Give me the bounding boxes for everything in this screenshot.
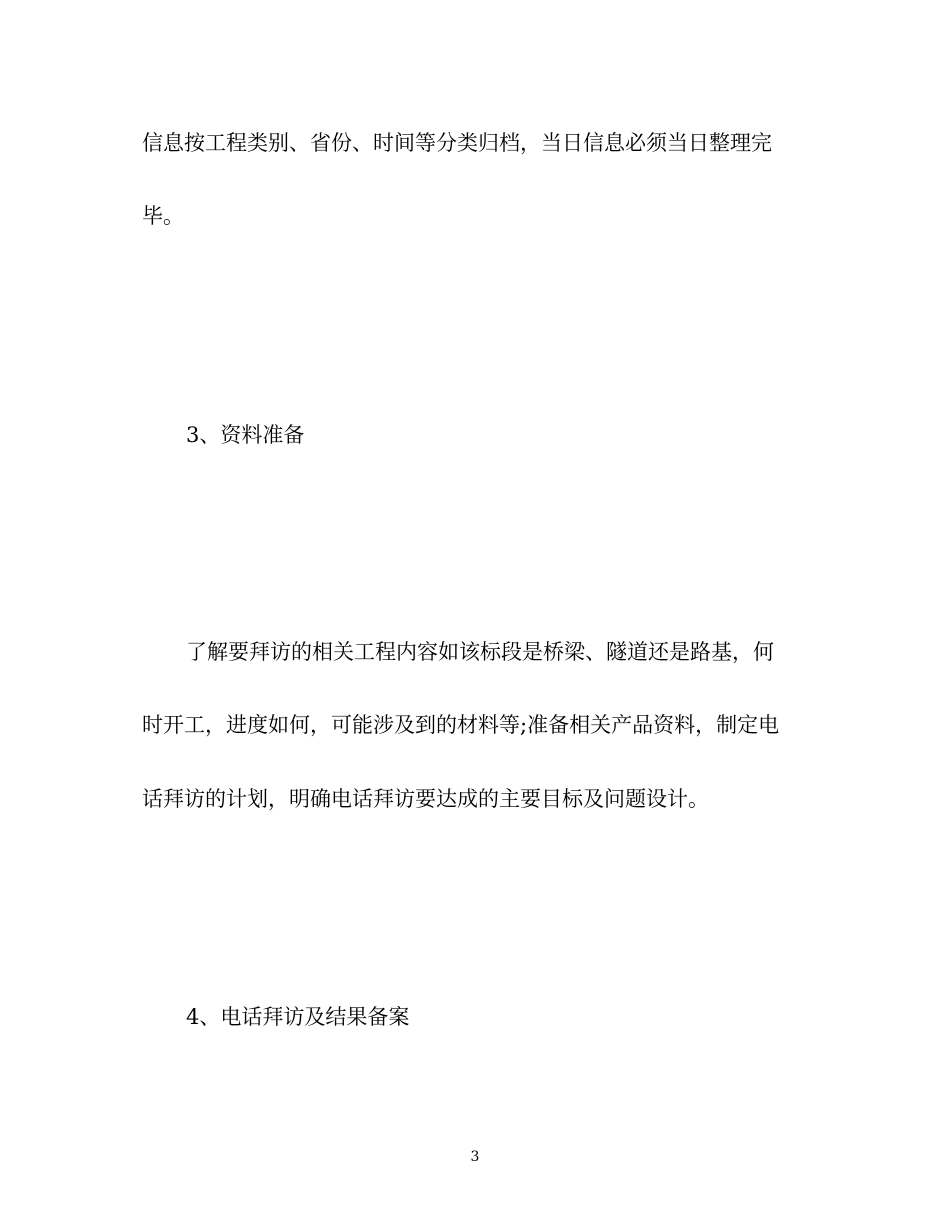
paragraph-1-line-1: 信息按工程类别、省份、时间等分类归档，当日信息必须当日整理完 <box>142 131 772 155</box>
page-number: 3 <box>470 1149 480 1165</box>
section-heading-4: 4、电话拜访及结果备案 <box>186 1005 410 1029</box>
paragraph-1-line-2: 毕。 <box>142 204 184 228</box>
paragraph-2-line-3: 话拜访的计划，明确电话拜访要达成的主要目标及问题设计。 <box>142 787 709 811</box>
paragraph-2-line-1: 了解要拜访的相关工程内容如该标段是桥梁、隧道还是路基，何 <box>186 640 774 664</box>
section-heading-3: 3、资料准备 <box>186 423 305 447</box>
paragraph-2-line-2: 时开工，进度如何，可能涉及到的材料等;准备相关产品资料，制定电 <box>142 713 780 737</box>
